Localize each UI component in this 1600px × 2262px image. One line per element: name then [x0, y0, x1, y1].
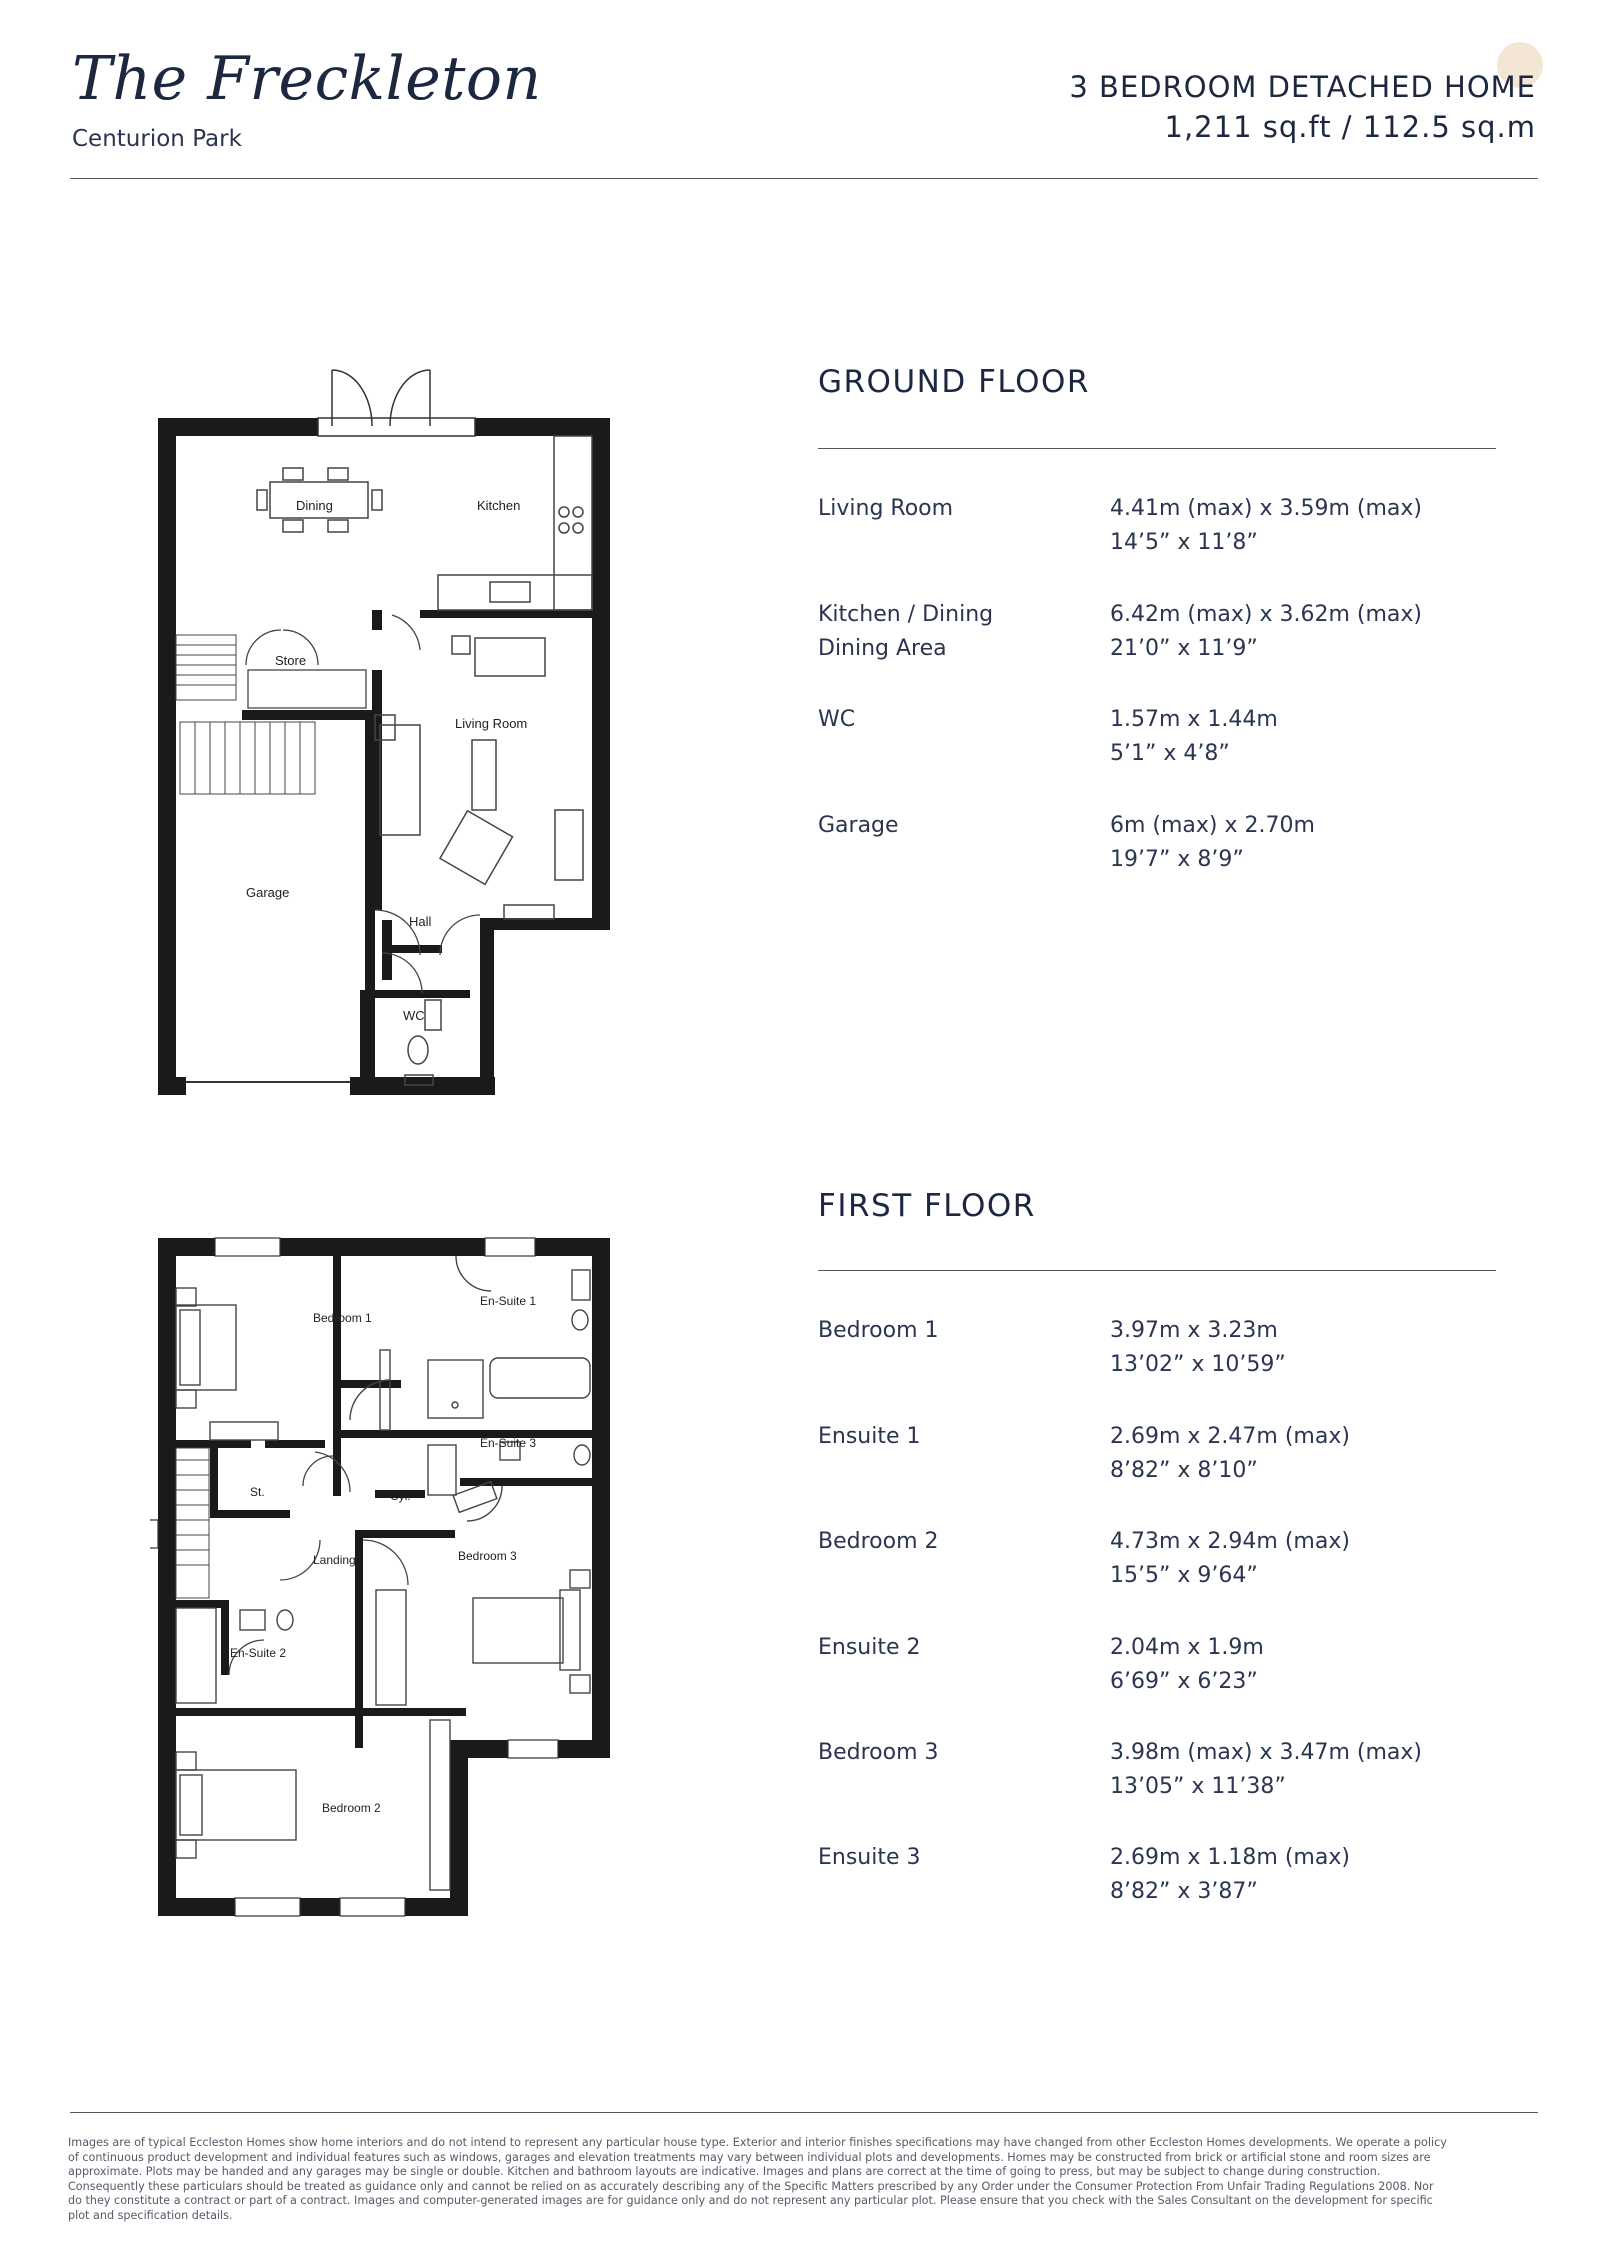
room-metric: 4.73m x 2.94m (max): [1110, 1529, 1350, 1554]
plan-label-store: Store: [275, 653, 307, 668]
development-location: Centurion Park: [72, 126, 242, 152]
plan-label-cylinder: Cyl.: [390, 1489, 411, 1503]
room-name: Bedroom 3: [818, 1740, 939, 1765]
plan-label-hall: Hall: [409, 914, 432, 929]
room-imperial: 14’5” x 11’8”: [1110, 530, 1258, 555]
room-name: Garage: [818, 813, 899, 838]
room-imperial: 13’05” x 11’38”: [1110, 1774, 1286, 1799]
header-divider: [70, 178, 1538, 179]
room-metric: 2.69m x 2.47m (max): [1110, 1424, 1350, 1449]
first-floor-heading: FIRST FLOOR: [818, 1188, 1036, 1224]
room-metric: 3.97m x 3.23m: [1110, 1318, 1278, 1343]
development-title: The Freckleton: [72, 44, 542, 114]
ground-floor-plan: [150, 360, 620, 1100]
plan-label-bedroom-1: Bedroom 1: [313, 1311, 372, 1325]
room-imperial: 8’82” x 8’10”: [1110, 1458, 1258, 1483]
plan-label-ensuite-1: En-Suite 1: [480, 1294, 537, 1308]
plan-label-wc: WC: [403, 1008, 425, 1023]
room-name-secondary: Dining Area: [818, 636, 947, 661]
room-metric: 6.42m (max) x 3.62m (max): [1110, 602, 1423, 627]
room-metric: 2.69m x 1.18m (max): [1110, 1845, 1350, 1870]
room-imperial: 8’82” x 3’87”: [1110, 1879, 1258, 1904]
room-metric: 1.57m x 1.44m: [1110, 707, 1278, 732]
room-name: Bedroom 2: [818, 1529, 939, 1554]
room-name: Ensuite 3: [818, 1845, 921, 1870]
plan-label-dining: Dining: [296, 498, 333, 513]
room-metric: 3.98m (max) x 3.47m (max): [1110, 1740, 1423, 1765]
disclaimer-text: Images are of typical Eccleston Homes show home interiors and do not intend to represent any particular house type. Exterior and interior finishes specifications may have changed from other Eccleston Homes developments. We operate a policy of continuous product development and individual features such as windows, garages and elevation treatments may vary between individual plots and developments. Homes may be constructed from brick or artificial stone and room sizes are approximate. Plots may be handed and any garages may be single or double. Kitchen and bathroom layouts are indicative. Images and plans are correct at the time of going to press, but may be subject to change during construction. Consequently these particulars should be treated as guidance only and cannot be relied on as accurately describing any of the Specific Matters prescribed by any Order under the Consumer Protection From Unfair Trading Regulations 2008. Nor do they constitute a contract or part of a contract. Images and computer-generated images are for guidance only and do not represent any particular plot. Please ensure that you check with the Sales Consultant on the development for specific plot and specification details.: [68, 2136, 1447, 2222]
room-name: Ensuite 1: [818, 1424, 921, 1449]
plan-label-kitchen: Kitchen: [477, 498, 521, 513]
first-floor-divider: [818, 1270, 1496, 1271]
room-imperial: 15’5” x 9’64”: [1110, 1563, 1258, 1588]
plan-label-ensuite-3: En-Suite 3: [480, 1436, 537, 1450]
home-area: 1,211 sq.ft / 112.5 sq.m: [1164, 110, 1536, 144]
room-name: Bedroom 1: [818, 1318, 939, 1343]
plan-label-living-room: Living Room: [455, 716, 528, 731]
room-imperial: 19’7” x 8’9”: [1110, 847, 1244, 872]
plan-label-bedroom-2: Bedroom 2: [322, 1801, 381, 1815]
room-metric: 4.41m (max) x 3.59m (max): [1110, 496, 1423, 521]
room-name: Living Room: [818, 496, 954, 521]
plan-label-ensuite-2: En-Suite 2: [230, 1646, 287, 1660]
plan-label-bedroom-3: Bedroom 3: [458, 1549, 517, 1563]
footer-divider: [70, 2112, 1538, 2113]
ground-floor-heading: GROUND FLOOR: [818, 364, 1090, 400]
room-imperial: 6’69” x 6’23”: [1110, 1669, 1258, 1694]
plan-label-store: St.: [250, 1485, 265, 1499]
plan-label-landing: Landing: [313, 1553, 356, 1567]
room-metric: 2.04m x 1.9m: [1110, 1635, 1264, 1660]
room-name: Ensuite 2: [818, 1635, 921, 1660]
first-floor-plan: [150, 1230, 620, 1920]
room-imperial: 13’02” x 10’59”: [1110, 1352, 1286, 1377]
room-metric: 6m (max) x 2.70m: [1110, 813, 1315, 838]
home-type: 3 BEDROOM DETACHED HOME: [1069, 70, 1536, 104]
room-name: Kitchen / Dining: [818, 602, 994, 627]
room-name: WC: [818, 707, 856, 732]
room-imperial: 5’1” x 4’8”: [1110, 741, 1230, 766]
ground-floor-divider: [818, 448, 1496, 449]
room-imperial: 21’0” x 11’9”: [1110, 636, 1258, 661]
plan-label-garage: Garage: [246, 885, 290, 900]
